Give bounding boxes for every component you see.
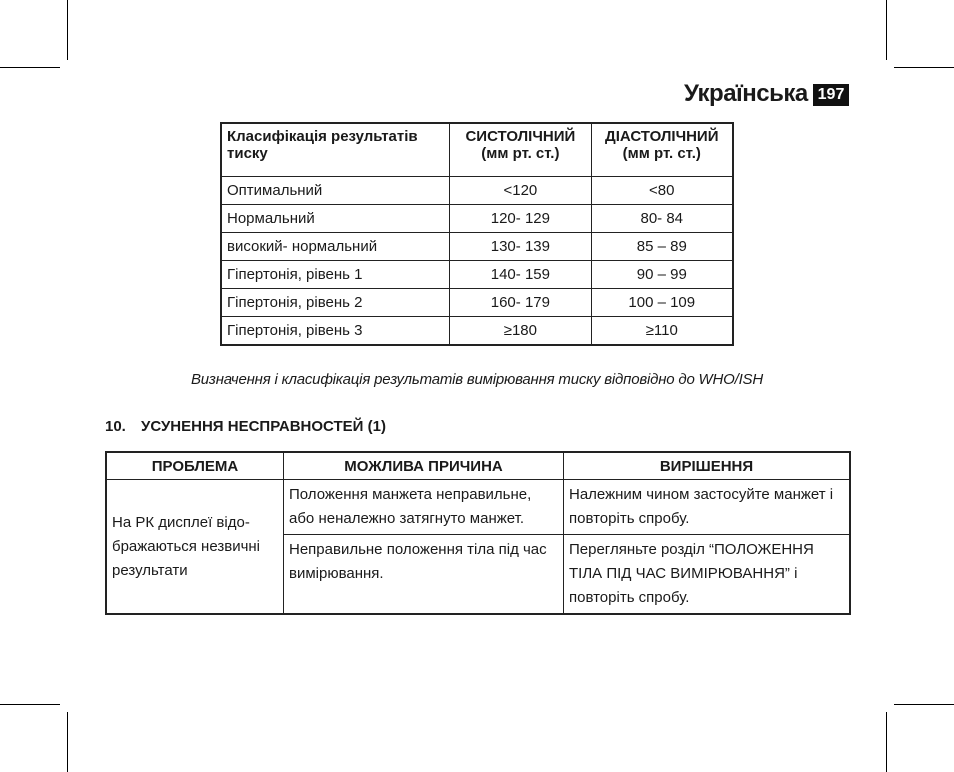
crop-mark [0,67,60,68]
table-row [221,261,733,289]
cause-cell: Положення манжета неправильне, або неналежно затягнуто манжет. [284,480,564,535]
section-number: 10. [105,418,126,435]
table-row [221,205,733,233]
diastolic-cell: ≥110 [591,317,733,346]
column-header: СИСТОЛІЧНИЙ (мм рт. ст.) [450,123,591,177]
column-header: ВИРІШЕННЯ [564,452,851,480]
systolic-cell: 130- 139 [450,233,591,261]
systolic-cell: 140- 159 [450,261,591,289]
table-row [221,289,733,317]
solution-cell: Перегляньте розділ “ПОЛОЖЕННЯ ТІЛА ПІД ЧАС ВИМІРЮВАННЯ” і повторіть спробу. [564,535,851,615]
diastolic-cell: 100 – 109 [591,289,733,317]
diastolic-cell: 80- 84 [591,205,733,233]
crop-mark [894,67,954,68]
table-header-row [221,123,733,177]
systolic-cell: <120 [450,177,591,205]
column-header: МОЖЛИВА ПРИЧИНА [284,452,564,480]
cause-cell: Неправильне положення тіла під час вимірювання. [284,535,564,615]
crop-mark [0,704,60,705]
header-language: Українська [684,80,808,107]
crop-mark [67,712,68,772]
diastolic-cell: 85 – 89 [591,233,733,261]
troubleshooting-table [105,451,851,615]
systolic-cell: ≥180 [450,317,591,346]
table-header-row [106,452,850,480]
classification-table [220,122,734,346]
diastolic-cell: <80 [591,177,733,205]
table-row [106,480,850,535]
problem-cell: На РК дисплеї відо- бражаються незвичні результати [106,480,284,615]
section-title: УСУНЕННЯ НЕСПРАВНОСТЕЙ (1) [141,418,386,435]
diastolic-cell: 90 – 99 [591,261,733,289]
column-header: Класифікація результатів тиску [221,123,450,177]
category-cell: Гіпертонія, рівень 1 [221,261,450,289]
category-cell: високий- нормальний [221,233,450,261]
category-cell: Гіпертонія, рівень 3 [221,317,450,346]
table-row [221,233,733,261]
crop-mark [67,0,68,60]
category-cell: Нормальний [221,205,450,233]
crop-mark [894,704,954,705]
table-caption: Визначення і класифікація результатів вимірювання тиску відповідно до WHO/ISH [190,371,763,388]
column-header: ДІАСТОЛІЧНИЙ (мм рт. ст.) [591,123,733,177]
table-row [221,177,733,205]
section-heading [105,418,386,435]
crop-mark [886,712,887,772]
table-row [221,317,733,346]
page-number: 197 [813,84,849,106]
solution-cell: Належним чином застосуйте манжет і повторіть спробу. [564,480,851,535]
crop-mark [886,0,887,60]
systolic-cell: 120- 129 [450,205,591,233]
systolic-cell: 160- 179 [450,289,591,317]
category-cell: Оптимальний [221,177,450,205]
category-cell: Гіпертонія, рівень 2 [221,289,450,317]
column-header: ПРОБЛЕМА [106,452,284,480]
